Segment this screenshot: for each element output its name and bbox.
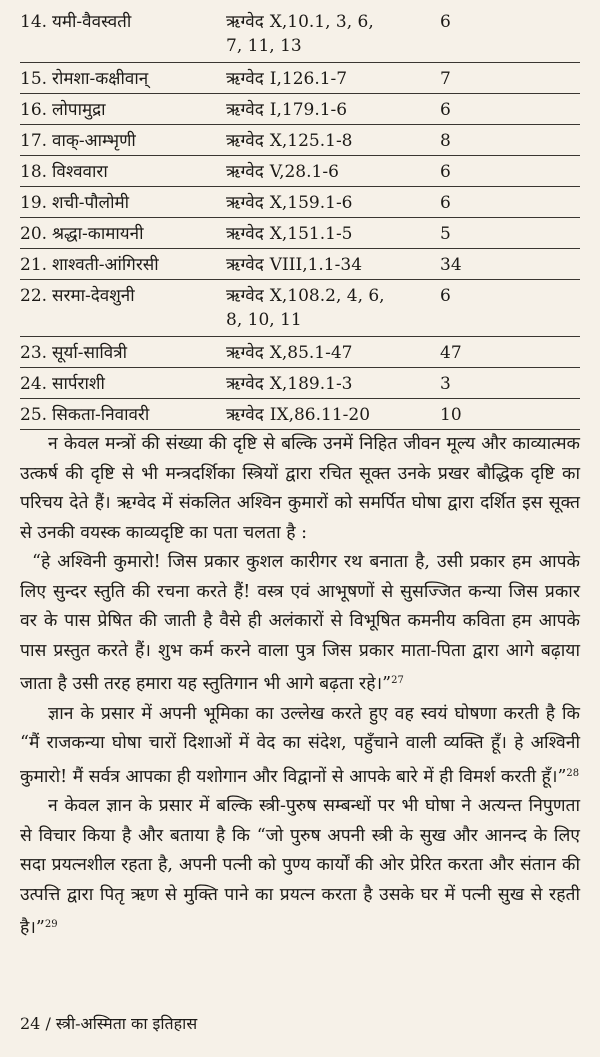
rishika-name: रोमशा-कक्षीवान् <box>52 69 149 89</box>
veda-name: ऋग्वेद <box>226 255 264 275</box>
sukta-reference: I,126.1-7 <box>269 69 348 89</box>
row-number: 21. <box>20 255 48 275</box>
row-number: 14. <box>20 12 48 32</box>
rishika-name: सार्पराशी <box>52 374 105 394</box>
rishika-name: सिकता-निवावरी <box>52 405 150 425</box>
footnote-ref-29: 29 <box>44 919 58 930</box>
rishika-name: यमी-वैवस्वती <box>52 12 132 32</box>
row-number: 24. <box>20 374 48 394</box>
paragraph-1-text: न केवल मन्त्रों की संख्या की दृष्टि से बल्कि उनमें निहित जीवन मूल्य और काव्यात्मक उत्कर्ष की दृष्टि से भी मन्त्रदर्शिका स्त्रियों द्वारा रचित सूक्त उनके प्रखर बौद्धिक दृष्टि का परिचय देते हैं। ऋग्वेद में संकलित अश्विन कुमारों को समर्पित घोषा द्वारा दर्शित इस सूक्त से उनकी वयस्क काव्यदृष्टि का पता चलता है : <box>20 434 580 543</box>
footnote-ref-28: 28 <box>566 767 580 779</box>
mantra-count: 5 <box>440 224 451 244</box>
row-number: 16. <box>20 100 48 120</box>
row-number: 19. <box>20 193 48 213</box>
sukta-reference: X,108.2, 4, 6, <box>269 286 385 306</box>
veda-name: ऋग्वेद <box>226 374 264 394</box>
table-row <box>20 337 580 368</box>
mantra-count: 7 <box>440 69 451 89</box>
mantra-count: 6 <box>440 286 451 306</box>
rishika-table <box>20 6 580 430</box>
sukta-reference: X,85.1-47 <box>269 343 353 363</box>
veda-name: ऋग्वेद <box>226 193 264 213</box>
row-number: 15. <box>20 69 48 89</box>
sukta-reference: X,125.1-8 <box>269 131 353 151</box>
mantra-count: 6 <box>440 193 451 213</box>
row-number: 17. <box>20 131 48 151</box>
veda-name: ऋग्वेद <box>226 162 264 182</box>
rishika-name: श्रद्धा-कामायनी <box>52 224 144 244</box>
veda-reference <box>226 253 426 277</box>
veda-name: ऋग्वेद <box>226 69 264 89</box>
rishika-name: वाक्-आम्भृणी <box>52 131 136 151</box>
table-row <box>20 218 580 249</box>
sukta-reference: X,189.1-3 <box>269 374 353 394</box>
mantra-count: 6 <box>440 100 451 120</box>
veda-reference <box>226 372 426 396</box>
body-text <box>20 430 580 944</box>
sukta-reference: I,179.1-6 <box>269 100 348 120</box>
mantra-count: 34 <box>440 255 462 275</box>
veda-name: ऋग्वेद <box>226 405 264 425</box>
table-row <box>20 187 580 218</box>
veda-name: ऋग्वेद <box>226 100 264 120</box>
page-footer: 24 / स्त्री-अस्मिता का इतिहास <box>20 1014 198 1033</box>
mantra-count: 8 <box>440 131 451 151</box>
table-row <box>20 156 580 187</box>
paragraph-3 <box>20 700 580 793</box>
sukta-reference-continued: 8, 10, 11 <box>226 310 302 330</box>
veda-name: ऋग्वेद <box>226 12 264 32</box>
paragraph-4-text: न केवल ज्ञान के प्रसार में बल्कि स्त्री-पुरुष सम्बन्धों पर भी घोषा ने अत्यन्त निपुणता से विचार किया है और बताया है कि “जो पुरुष अपनी स्त्री के सुख और आनन्द के लिए सदा प्रयत्नशील रहता है, अपनी पत्नी को पुण्य कार्यों की ओर प्रेरित करता और संतान की उत्पत्ति द्वारा पितृ ऋण से मुक्ति पाने का प्रयत्न करता है उसके घर में पत्नी सुख से रहती है।” <box>20 796 580 938</box>
row-number: 23. <box>20 343 48 363</box>
mantra-count: 47 <box>440 343 462 363</box>
sukta-reference: X,159.1-6 <box>269 193 353 213</box>
mantra-count: 3 <box>440 374 451 394</box>
mantra-count: 10 <box>440 405 462 425</box>
veda-name: ऋग्वेद <box>226 343 264 363</box>
mantra-count: 6 <box>440 12 451 32</box>
table-row <box>20 368 580 399</box>
paragraph-2 <box>20 548 580 700</box>
sukta-reference: V,28.1-6 <box>269 162 339 182</box>
veda-reference <box>226 191 426 215</box>
sukta-reference-continued: 7, 11, 13 <box>226 36 302 56</box>
sukta-reference: X,10.1, 3, 6, <box>269 12 374 32</box>
veda-reference <box>226 10 426 58</box>
veda-reference <box>226 403 426 427</box>
rishika-name: सूर्या-सावित्री <box>52 343 128 363</box>
veda-reference <box>226 160 426 184</box>
sukta-reference: X,151.1-5 <box>269 224 353 244</box>
rishika-name: शची-पौलोमी <box>52 193 130 213</box>
sukta-reference: VIII,1.1-34 <box>269 255 363 275</box>
footnote-ref-27: 27 <box>391 675 404 686</box>
table-row <box>20 280 580 337</box>
row-number: 25. <box>20 405 48 425</box>
table-row <box>20 249 580 280</box>
rishika-name: शाश्वती-आंगिरसी <box>52 255 159 275</box>
paragraph-4 <box>20 792 580 944</box>
paragraph-1 <box>20 430 580 548</box>
table-row <box>20 125 580 156</box>
table-row <box>20 399 580 430</box>
sukta-reference: IX,86.11-20 <box>269 405 371 425</box>
row-number: 18. <box>20 162 48 182</box>
rishika-name: सरमा-देवशुनी <box>52 286 135 306</box>
rishika-name: विश्ववारा <box>52 162 108 182</box>
veda-name: ऋग्वेद <box>226 286 264 306</box>
row-number: 20. <box>20 224 48 244</box>
mantra-count: 6 <box>440 162 451 182</box>
veda-reference <box>226 222 426 246</box>
table-row <box>20 94 580 125</box>
veda-name: ऋग्वेद <box>226 224 264 244</box>
paragraph-3-text: ज्ञान के प्रसार में अपनी भूमिका का उल्लेख करते हुए वह स्वयं घोषणा करती है कि “मैं राजकन्या घोषा चारों दिशाओं में वेद का संदेश, पहुँचाने वाली व्यक्ति हूँ। हे अश्विनी कुमारो! मैं सर्वत्र आपका ही यशोगान और विद्वानों से आपके बारे में ही विमर्श करती हूँ।” <box>20 703 580 787</box>
veda-name: ऋग्वेद <box>226 131 264 151</box>
veda-reference <box>226 98 426 122</box>
table-row <box>20 6 580 63</box>
veda-reference <box>226 67 426 91</box>
row-number: 22. <box>20 286 48 306</box>
rishika-name: लोपामुद्रा <box>52 100 106 120</box>
table-row <box>20 63 580 94</box>
veda-reference <box>226 341 426 365</box>
veda-reference <box>226 129 426 153</box>
paragraph-2-text: “हे अश्विनी कुमारो! जिस प्रकार कुशल कारीगर रथ बनाता है, उसी प्रकार हम आपके लिए सुन्दर स्तुति की रचना करते हैं! वस्त्र एवं आभूषणों से सुसज्जित कन्या जिस प्रकार वर के पास प्रेषित की जाती है वैसे ही अलंकारों से विभूषित कमनीय कविता हम आपके पास प्रस्तुत करते हैं। शुभ कर्म करने वाला पुत्र जिस प्रकार माता-पिता द्वारा आगे बढ़ाया जाता है उसी तरह हमारा यह स्तुतिगान भी आगे बढ़ता रहे।” <box>20 552 580 694</box>
veda-reference <box>226 284 426 332</box>
